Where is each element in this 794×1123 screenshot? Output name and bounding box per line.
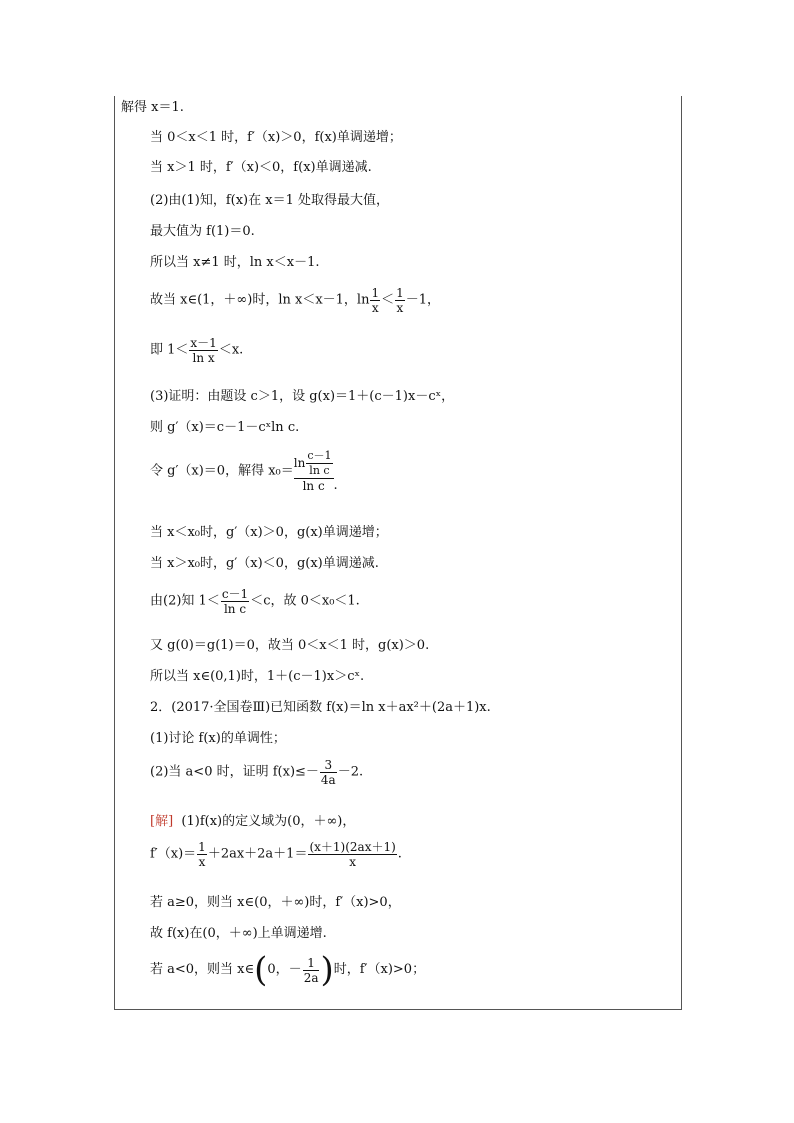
- fraction: $\frac{(x+1)(2ax+1)}{x}$: [309, 840, 396, 869]
- fraction: $\frac{x-1}{\text{ln x}}$: [190, 336, 217, 365]
- text-line: 令 g′（x)＝0，解得 x₀＝ ln $\frac{c-1}{\text{ln c}}$ ln c .: [150, 449, 338, 493]
- text-line: 当 x＞1 时，f′（x)＜0，f(x)单调递减.: [150, 160, 372, 175]
- text-line: 当 x＞x₀时，g′（x)＜0，g(x)单调递减.: [150, 556, 379, 571]
- text-line: 当 x＜x₀时，g′（x)＞0，g(x)单调递增；: [150, 525, 388, 540]
- fraction: $\frac{1}{2a}$: [303, 955, 319, 985]
- fraction: $\frac{1}{x}$: [198, 840, 206, 869]
- text-line: 由(2)知 1＜ $\frac{c-1}{\text{ln c}}$ ＜c，故 0＜x₀＜1.: [150, 587, 360, 616]
- text-line: 2．(2017·全国卷Ⅲ)已知函数 f(x)＝ln x＋ax²＋(2a＋1)x.: [150, 700, 491, 715]
- text-line: 当 0＜x＜1 时，f′（x)＞0，f(x)单调递增；: [150, 130, 402, 145]
- text-line: 又 g(0)＝g(1)＝0，故当 0＜x＜1 时，g(x)＞0.: [150, 638, 430, 653]
- solution-tag: [解]: [150, 814, 174, 829]
- text-line: [解] (1)f(x)的定义域为(0，＋∞)，: [150, 814, 356, 829]
- text-line: 若 a≥0，则当 x∈(0，＋∞)时，f′（x)>0，: [150, 895, 401, 910]
- left-paren: (: [254, 950, 268, 990]
- text-line: 所以当 x≠1 时，ln x＜x－1.: [150, 255, 320, 270]
- text-line: 若 a<0，则当 x∈(0，－ $\frac{1}{2a}$ )时，f′（x)>0；: [150, 950, 426, 990]
- text-line: (1)讨论 f(x)的单调性；: [150, 731, 286, 746]
- text-line: 故当 x∈(1，＋∞)时，ln x＜x－1，ln $\frac{1}{x}$ ＜ $\frac{1}{x}$ －1，: [150, 286, 441, 315]
- fraction: $\frac{c-1}{\text{ln c}}$: [307, 449, 332, 477]
- fraction: $\frac{3}{4a}$: [320, 758, 336, 787]
- text-line: (2)当 a<0 时，证明 f(x)≤－ $\frac{3}{4a}$ －2.: [150, 758, 364, 787]
- fraction: $\frac{1}{x}$: [396, 286, 404, 315]
- text-line: 最大值为 f(1)＝0.: [150, 224, 255, 239]
- text-line: 即 1＜ $\frac{x-1}{\text{ln x}}$ ＜x.: [150, 336, 244, 365]
- text-line: 所以当 x∈(0,1)时，1＋(c－1)x＞cˣ.: [150, 669, 365, 684]
- text-line: 则 g′（x)＝c－1－cˣln c.: [150, 420, 300, 435]
- right-paren: ): [320, 950, 334, 990]
- text-line: (2)由(1)知，f(x)在 x＝1 处取得最大值，: [150, 193, 389, 208]
- text-line: (3)证明：由题设 c＞1，设 g(x)＝1＋(c－1)x－cˣ，: [150, 389, 455, 404]
- text-line: 解得 x＝1.: [121, 100, 184, 115]
- text-line: 故 f(x)在(0，＋∞)上单调递增.: [150, 926, 327, 941]
- text-line: f′（x)＝ $\frac{1}{x}$ ＋2ax＋2a＋1＝ $\frac{(x+1)(2ax+1)}{x}$ .: [150, 840, 402, 869]
- nested-fraction: ln $\frac{c-1}{\text{ln c}}$ ln c: [293, 449, 332, 493]
- fraction: $\frac{1}{x}$: [371, 286, 380, 315]
- fraction: $\frac{c-1}{\text{ln c}}$: [221, 587, 249, 616]
